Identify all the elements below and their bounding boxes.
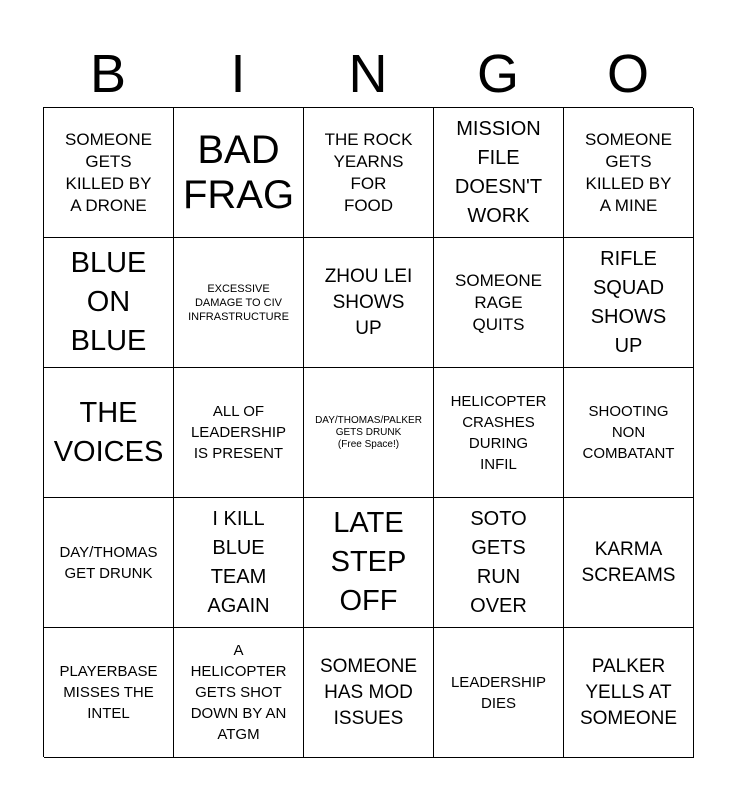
bingo-cell[interactable]: SHOOTING NON COMBATANT — [564, 368, 694, 498]
bingo-cell[interactable]: THE ROCK YEARNS FOR FOOD — [304, 108, 434, 238]
header-letter-b: B — [89, 44, 127, 104]
bingo-cell[interactable]: SOMEONE GETS KILLED BY A MINE — [564, 108, 694, 238]
header-letter-n: N — [348, 44, 388, 104]
bingo-cell[interactable]: RIFLE SQUAD SHOWS UP — [564, 238, 694, 368]
bingo-cell[interactable]: ALL OF LEADERSHIP IS PRESENT — [174, 368, 304, 498]
bingo-cell[interactable]: I KILL BLUE TEAM AGAIN — [174, 498, 304, 628]
header-letter-o: O — [606, 44, 649, 104]
bingo-cell[interactable]: SOMEONE RAGE QUITS — [434, 238, 564, 368]
bingo-cell[interactable]: PLAYERBASE MISSES THE INTEL — [44, 628, 174, 758]
header-letter-i: I — [230, 44, 246, 104]
bingo-cell[interactable]: HELICOPTER CRASHES DURING INFIL — [434, 368, 564, 498]
free-space-cell[interactable]: DAY/THOMAS/PALKER GETS DRUNK (Free Space!) — [304, 368, 434, 498]
bingo-cell[interactable]: EXCESSIVE DAMAGE TO CIV INFRASTRUCTURE — [174, 238, 304, 368]
bingo-cell[interactable]: SOTO GETS RUN OVER — [434, 498, 564, 628]
bingo-cell[interactable]: A HELICOPTER GETS SHOT DOWN BY AN ATGM — [174, 628, 304, 758]
bingo-cell[interactable]: DAY/THOMAS GET DRUNK — [44, 498, 174, 628]
bingo-cell[interactable]: ZHOU LEI SHOWS UP — [304, 238, 434, 368]
bingo-cell[interactable]: MISSION FILE DOESN'T WORK — [434, 108, 564, 238]
bingo-header — [43, 40, 693, 108]
header-letter-g: G — [476, 44, 519, 104]
bingo-cell[interactable]: PALKER YELLS AT SOMEONE — [564, 628, 694, 758]
bingo-cell[interactable]: LEADERSHIP DIES — [434, 628, 564, 758]
bingo-cell[interactable]: THE VOICES — [44, 368, 174, 498]
bingo-cell[interactable]: SOMEONE GETS KILLED BY A DRONE — [44, 108, 174, 238]
bingo-grid — [43, 107, 693, 757]
bingo-cell[interactable]: SOMEONE HAS MOD ISSUES — [304, 628, 434, 758]
bingo-cell[interactable]: LATE STEP OFF — [304, 498, 434, 628]
bingo-cell[interactable]: BLUE ON BLUE — [44, 238, 174, 368]
bingo-cell[interactable]: KARMA SCREAMS — [564, 498, 694, 628]
bingo-cell[interactable]: BAD FRAG — [174, 108, 304, 238]
